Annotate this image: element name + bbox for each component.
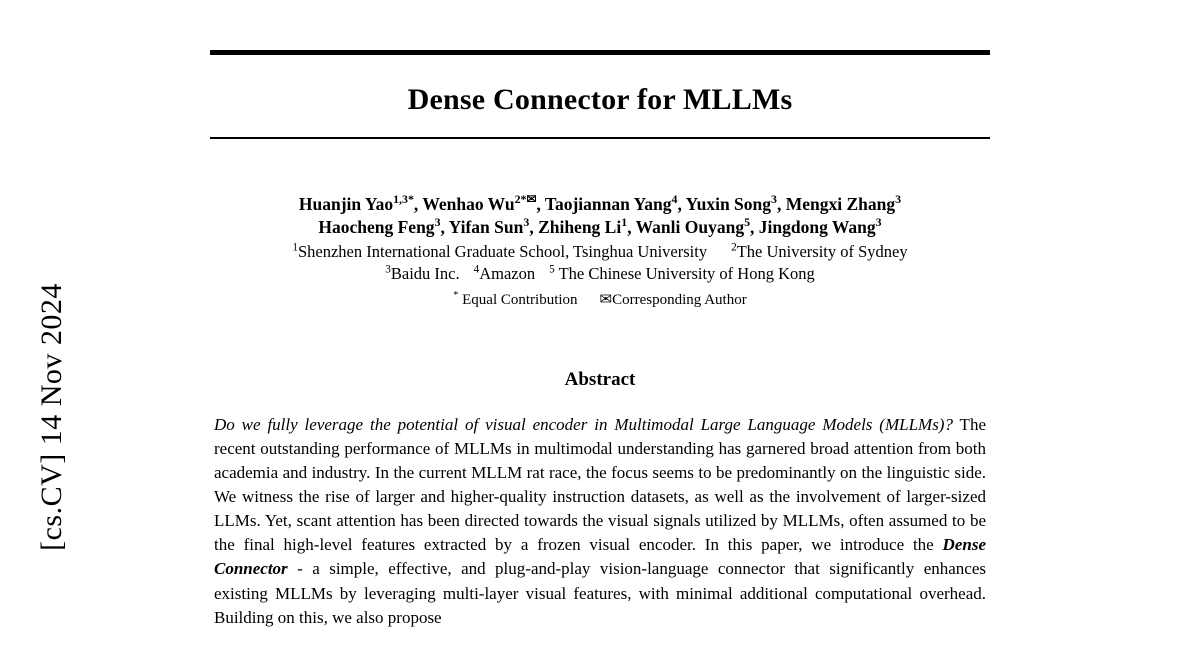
author-affiliation-marker: 1 [621,215,628,230]
envelope-icon: ✉ [599,291,613,308]
author-name: Yuxin Song [685,194,772,214]
abstract-body-part-1: The recent outstanding performance of MLLMs in multimodal understanding has garnered broad attention from both academia and industry. In the current MLLM rat race, the focus seems to be predominantly on the linguistic side. We witness the rise of larger and higher-quality instruction datasets, as well as the involvement of larger-sized LLMs. Yet, scant attention has been directed towards the visual signals utilized by MLLMs, often assumed to be the final high-level features extracted by a frozen visual encoder. In this paper, we introduce the [214,414,986,555]
author-name: Huanjin Yao [298,194,394,214]
author-line-2: Haocheng Feng$^3$, Yifan Sun$^3$, Zhiheng Li$^1$, Wanli Ouyang$^5$, Jingdong Wang$^3$ [318,215,882,238]
author-name: Jingdong Wang [758,217,876,238]
author-notes [210,290,990,309]
affiliation-text: The University of Sydney [736,242,908,262]
author-affiliation-marker: 4 [671,192,678,207]
author-affiliation-marker: 3 [895,192,902,207]
affiliation-list [210,241,990,285]
author-name: Wanli Ouyang [635,217,745,238]
author-name: Wenhao Wu [422,194,515,214]
affiliation-marker: 2 [731,241,737,254]
author-affiliation-marker: 1,3* [393,192,414,207]
author-affiliation-marker: 3 [523,215,530,230]
author-name: Taojiannan Yang [544,194,672,214]
author-name: Zhiheng Li [538,217,622,238]
title-rule-top [210,50,990,55]
author-list [210,193,990,239]
author-name: Mengxi Zhang [785,194,896,214]
author-affiliation-marker: 5 [744,215,751,230]
affiliation-marker: 4 [473,263,480,276]
affiliation-line-2 [210,263,990,285]
abstract-heading: Abstract [564,368,636,390]
paper-content [210,0,990,630]
author-name: Yifan Sun [448,217,524,238]
affiliation-marker: 5 [549,263,555,276]
affiliation-text: Shenzhen International Graduate School, Tsinghua University [297,242,708,262]
author-name: Haocheng Feng [318,217,435,238]
affiliation-text: Amazon [479,263,536,283]
author-affiliation-marker: 3 [434,215,441,230]
author-line-1: Huanjin Yao$^{1,3*}$, Wenhao $Wu^{2*✉}$, Taojiannan Yang$^4$, Yuxin Song$^3$, Mengxi Zhang$^3$ [298,192,902,214]
author-affiliation-marker: 2*✉ [514,192,537,207]
corresponding-author-text: Corresponding Author [612,291,747,308]
arxiv-identifier-stamp: [cs.CV] 14 Nov 2024 [35,283,68,551]
page-title: Dense Connector for MLLMs [407,83,793,116]
title-rule-bottom [210,137,990,139]
abstract-lead-question: Do we fully leverage the potential of visual encoder in Multimodal Large Language Models (MLLMs)? [214,414,953,434]
author-affiliation-marker: 3 [875,215,882,230]
affiliation-marker: 3 [385,263,391,276]
equal-contribution-text: Equal Contribution [462,291,578,308]
author-affiliation-marker: 3 [771,192,777,207]
abstract-emphasis-dense-connector: Dense Connector [214,535,986,579]
abstract-body-part-2: - a simple, effective, and plug-and-play vision-language connector that significantly enhances existing MLLMs by leveraging multi-layer visual features, with minimal additional computational overhead. Building on this, we also propose [214,559,986,627]
affiliation-marker: 1 [292,241,298,254]
abstract-text [210,413,990,630]
affiliation-text: Baidu Inc. [390,263,460,283]
affiliation-line-1 [210,241,990,263]
equal-contribution-marker: * [453,289,459,301]
affiliation-text: The Chinese University of Hong Kong [558,263,815,283]
